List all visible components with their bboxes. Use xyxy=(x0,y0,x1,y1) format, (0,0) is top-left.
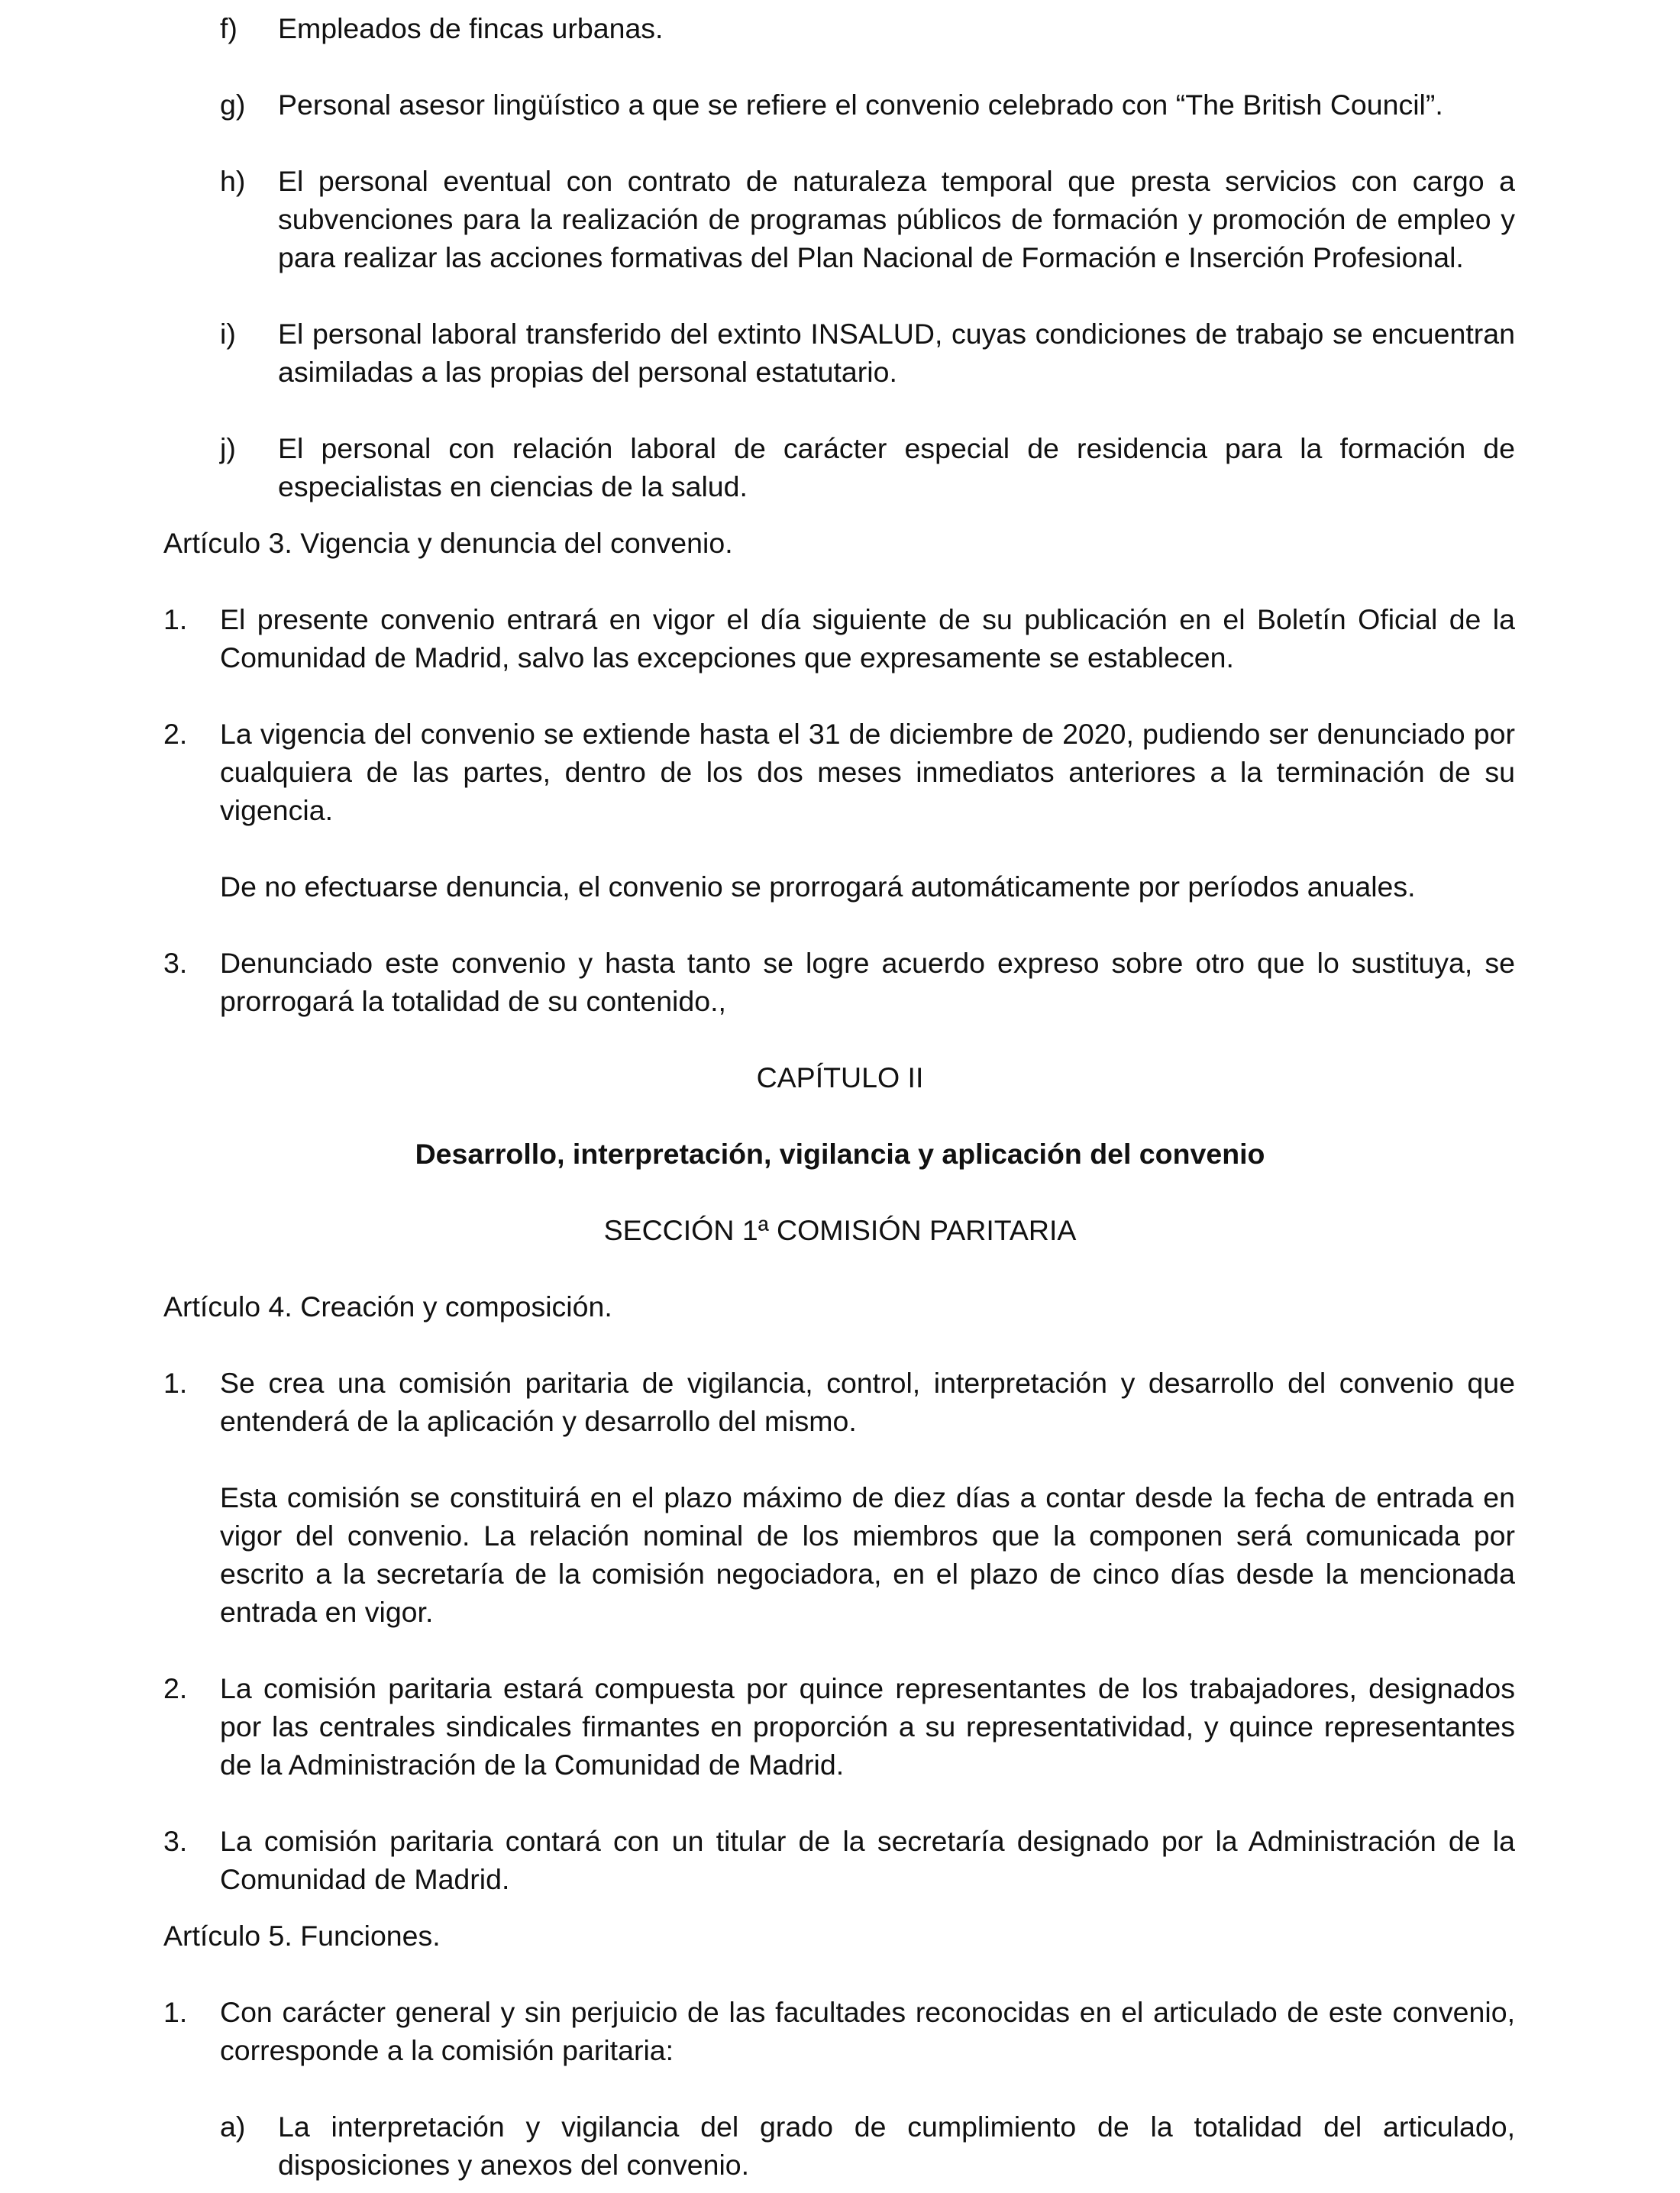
list-marker: 2. xyxy=(163,1672,188,1704)
art3-paragraph: De no efectuarse denuncia, el convenio se prorrogará automáticamente por períodos anuales. xyxy=(220,870,1416,903)
list-marker: f) xyxy=(220,12,237,44)
list-text: El presente convenio entrará en vigor el día siguiente de su publicación en el Boletín Oficial de la Comunidad de Madrid, salvo las excepciones que expresamente se establecen. xyxy=(220,603,1515,673)
list-marker: a) xyxy=(220,2111,246,2143)
article-5-title: Artículo 5. Funciones. xyxy=(163,1920,441,1952)
list-text: La comisión paritaria contará con un titular de la secretaría designado por la Administración de la Comunidad de Madrid. xyxy=(220,1825,1515,1895)
list-marker: j) xyxy=(220,432,236,464)
list-text: La comisión paritaria estará compuesta por quince representantes de los trabajadores, designados por las centrales sindicales firmantes en proporción a su representatividad, y quince representantes de la Administración de la Comunidad de Madrid. xyxy=(220,1672,1515,1781)
list-text: El personal con relación laboral de carácter especial de residencia para la formación de especialistas en ciencias de la salud. xyxy=(278,432,1515,502)
article-3-title: Artículo 3. Vigencia y denuncia del convenio. xyxy=(163,527,733,559)
list-text: El personal laboral transferido del extinto INSALUD, cuyas condiciones de trabajo se encuentran asimiladas a las propias del personal estatutario. xyxy=(278,318,1515,388)
list-marker: h) xyxy=(220,165,246,197)
list-text: Denunciado este convenio y hasta tanto se logre acuerdo expreso sobre otro que lo sustituya, se prorrogará la totalidad de su contenido., xyxy=(220,947,1515,1017)
list-marker: 1. xyxy=(163,603,188,635)
section-title: SECCIÓN 1ª COMISIÓN PARITARIA xyxy=(603,1214,1077,1246)
list-text: Empleados de fincas urbanas. xyxy=(278,12,664,44)
article-4-title: Artículo 4. Creación y composición. xyxy=(163,1290,612,1323)
list-marker: 1. xyxy=(163,1367,188,1399)
list-text: El personal eventual con contrato de naturaleza temporal que presta servicios con cargo a subvenciones para la realización de programas públicos de formación y promoción de empleo y para realizar las acciones formativas del Plan Nacional de Formación e Inserción Profesional. xyxy=(278,165,1515,273)
list-text: La vigencia del convenio se extiende hasta el 31 de diciembre de 2020, pudiendo ser denunciado por cualquiera de las partes, dentro de los dos meses inmediatos anteriores a la terminación de su vigencia. xyxy=(220,718,1515,826)
list-marker: 3. xyxy=(163,947,188,979)
art4-paragraph: Esta comisión se constituirá en el plazo máximo de diez días a contar desde la fecha de entrada en vigor del convenio. La relación nominal de los miembros que la componen será comunicada por escrito a la secretaría de la comisión negociadora, en el plazo de cinco días desde la mencionada entrada en vigor. xyxy=(220,1481,1515,1628)
chapter-label: CAPÍTULO II xyxy=(756,1061,924,1093)
list-text: Se crea una comisión paritaria de vigilancia, control, interpretación y desarrollo del convenio que entenderá de la aplicación y desarrollo del mismo. xyxy=(220,1367,1515,1437)
list-marker: 2. xyxy=(163,718,188,750)
list-marker: i) xyxy=(220,318,236,350)
list-text: La interpretación y vigilancia del grado de cumplimiento de la totalidad del articulado, disposiciones y anexos del convenio. xyxy=(278,2111,1515,2181)
list-marker: g) xyxy=(220,89,246,121)
list-marker: 1. xyxy=(163,1996,188,2028)
list-text: Con carácter general y sin perjuicio de las facultades reconocidas en el articulado de este convenio, corresponde a la comisión paritaria: xyxy=(220,1996,1515,2066)
chapter-title: Desarrollo, interpretación, vigilancia y aplicación del convenio xyxy=(415,1138,1265,1170)
list-marker: 3. xyxy=(163,1825,188,1857)
list-text: Personal asesor lingüístico a que se refiere el convenio celebrado con “The British Council”. xyxy=(278,89,1443,121)
